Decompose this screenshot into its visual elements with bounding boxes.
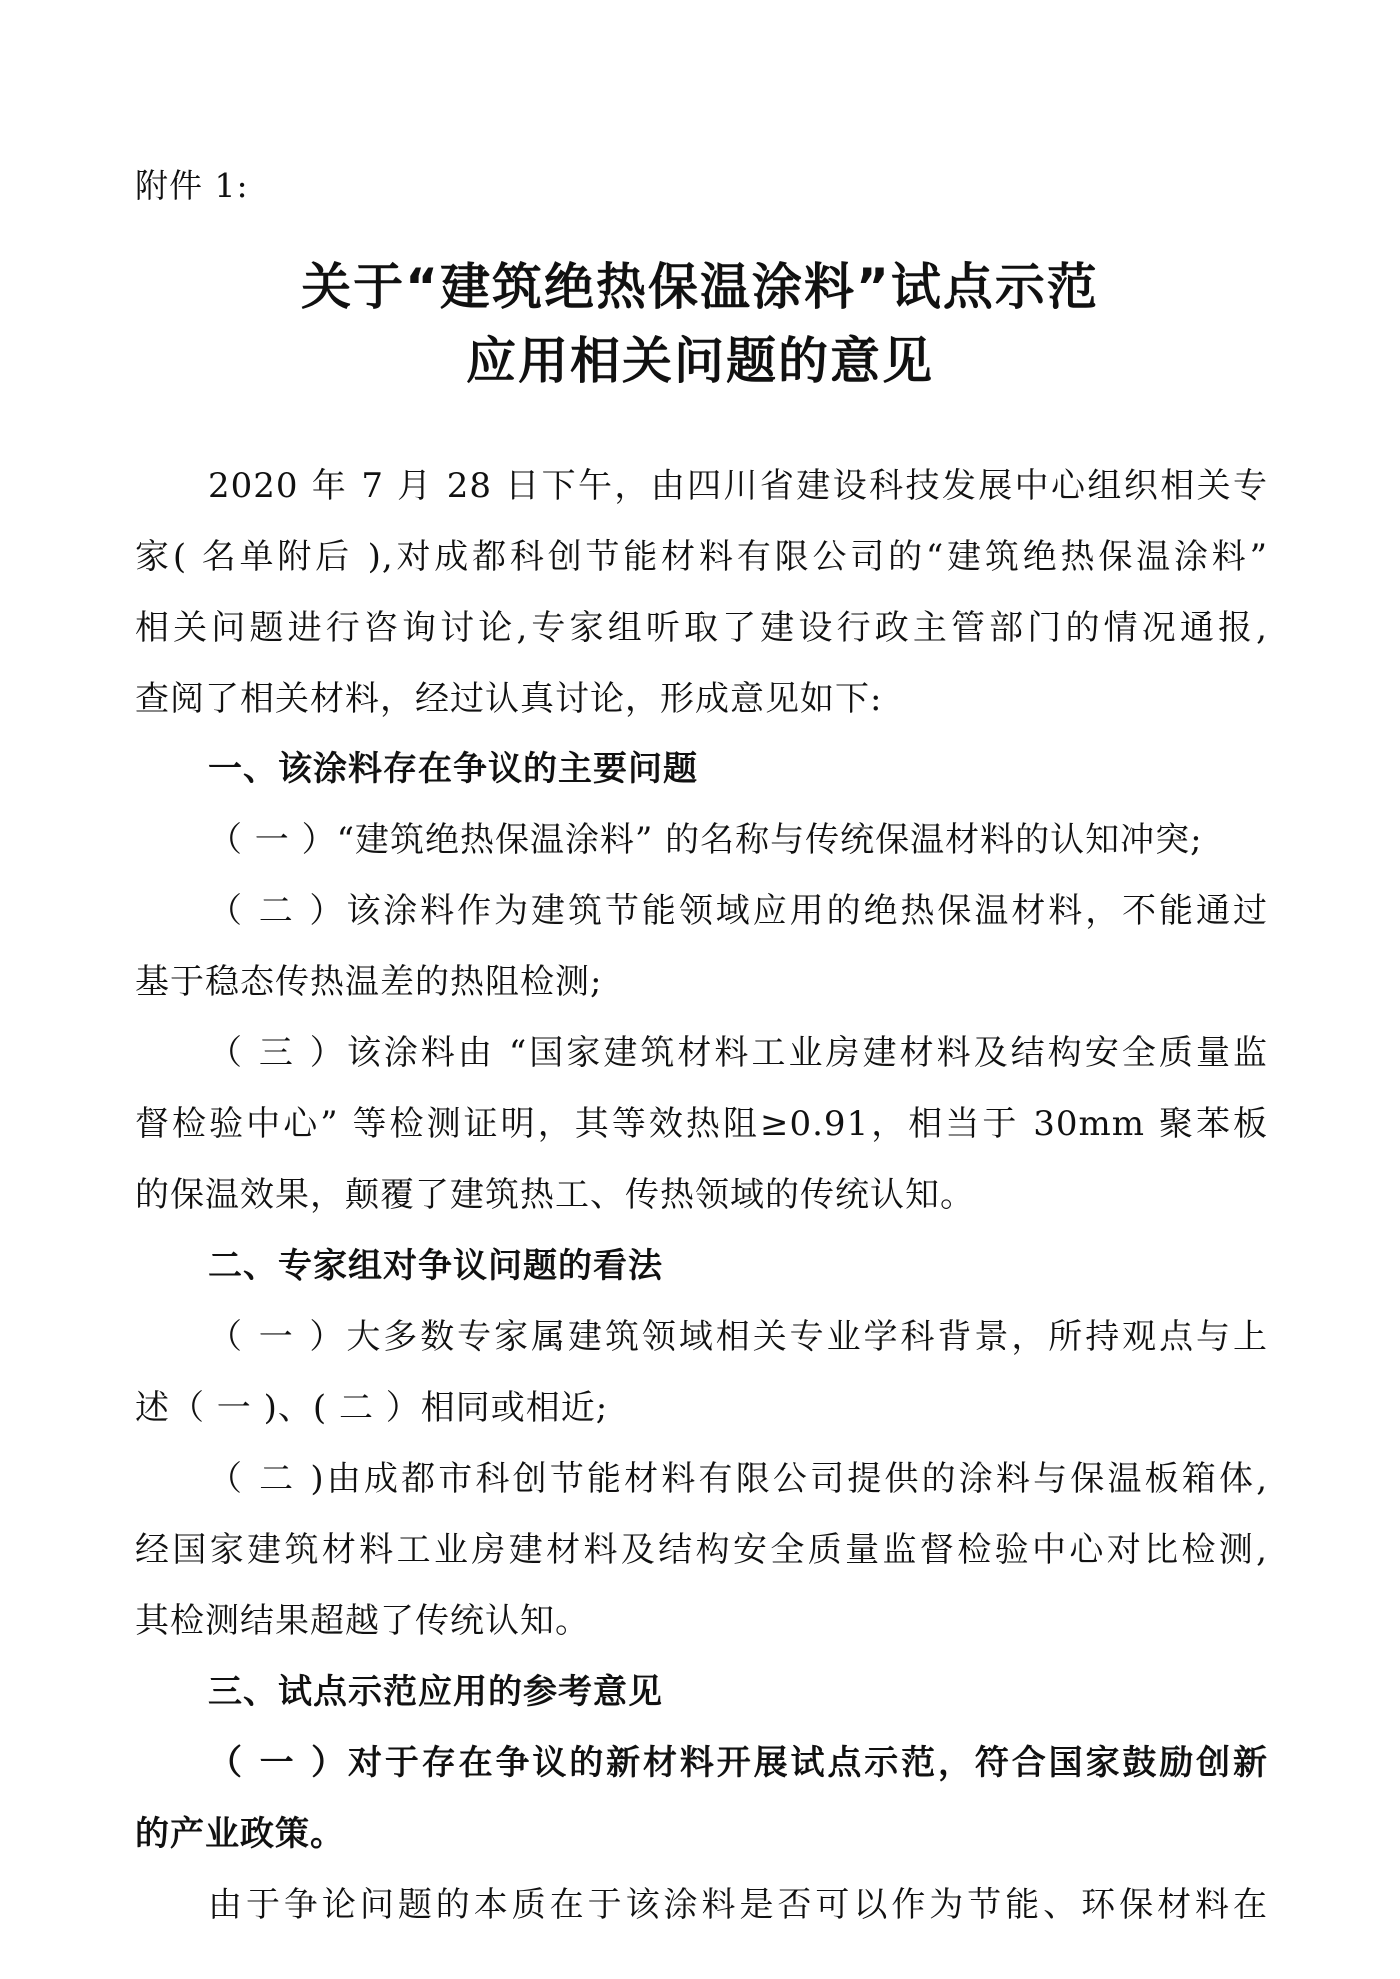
document-title-line-2: 应用相关问题的意见 — [466, 332, 934, 390]
section-heading: 二、专家组对争议问题的看法 — [208, 1246, 663, 1286]
section1-item2-line: 基于稳态传热温差的热阻检测; — [135, 962, 603, 1002]
section3-item1-line: 的产业政策。 — [135, 1814, 345, 1854]
section1-item3-line: 督检验中心” 等检测证明，其等效热阻≥0.91，相当于 30mm 聚苯板 — [135, 1104, 1268, 1144]
section2-item1-line: （ 一 ）大多数专家属建筑领域相关专业学科背景，所持观点与上 — [208, 1317, 1268, 1357]
attachment-label: 附件 1: — [135, 166, 249, 205]
section2-item1-line: 述（ 一 )、( 二 ）相同或相近; — [135, 1388, 609, 1428]
intro-line: 查阅了相关材料，经过认真讨论，形成意见如下: — [135, 679, 883, 719]
section2-item2-line: 经国家建筑材料工业房建材料及结构安全质量监督检验中心对比检测, — [135, 1530, 1268, 1570]
document-title-line-1: 关于“建筑绝热保温涂料”试点示范 — [301, 258, 1099, 316]
section2-item2-line: （ 二 )由成都市科创节能材料有限公司提供的涂料与保温板箱体, — [208, 1459, 1268, 1499]
section2-item2-line: 其检测结果超越了传统认知。 — [135, 1601, 590, 1641]
section1-item3-line: 的保温效果，颠覆了建筑热工、传热领域的传统认知。 — [135, 1175, 975, 1215]
section1-item1: （ 一 ）“建筑绝热保温涂料” 的名称与传统保温材料的认知冲突; — [208, 820, 1203, 860]
section-heading: 三、试点示范应用的参考意见 — [208, 1672, 663, 1712]
section1-item3-line: （ 三 ）该涂料由 “国家建筑材料工业房建材料及结构安全质量监 — [208, 1033, 1268, 1073]
section-heading: 一、该涂料存在争议的主要问题 — [208, 749, 698, 789]
section3-item1-line: （ 一 ）对于存在争议的新材料开展试点示范，符合国家鼓励创新 — [208, 1743, 1268, 1783]
section1-item2-line: （ 二 ）该涂料作为建筑节能领域应用的绝热保温材料，不能通过 — [208, 891, 1268, 931]
intro-line: 2020 年 7 月 28 日下午，由四川省建设科技发展中心组织相关专 — [208, 466, 1268, 506]
section3-body-line: 由于争论问题的本质在于该涂料是否可以作为节能、环保材料在 — [208, 1885, 1268, 1925]
intro-line: 相关问题进行咨询讨论,专家组听取了建设行政主管部门的情况通报, — [135, 608, 1268, 648]
intro-line: 家( 名单附后 ),对成都科创节能材料有限公司的“建筑绝热保温涂料” — [135, 537, 1268, 577]
